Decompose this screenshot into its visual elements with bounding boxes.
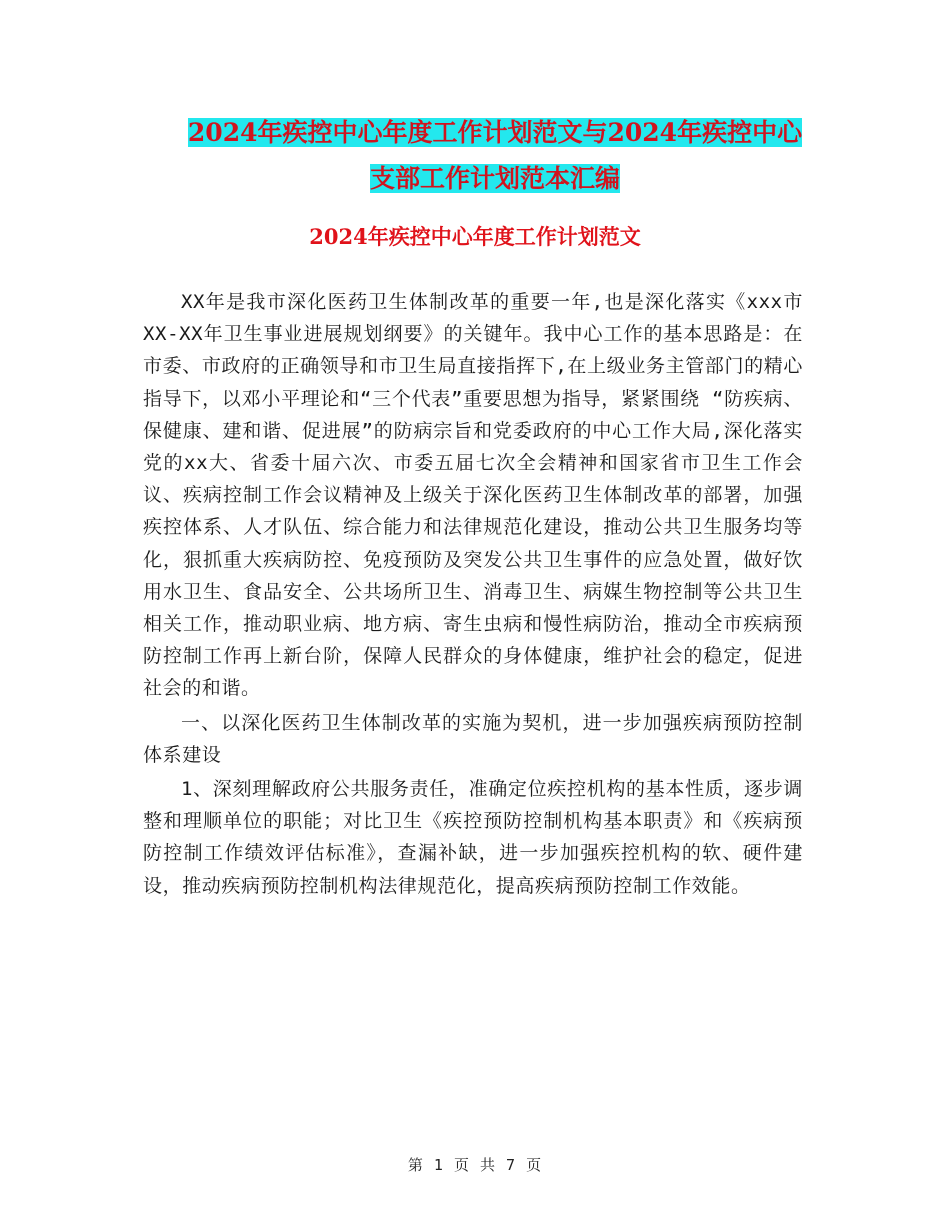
section-title: 2024年疾控中心年度工作计划范文 [309,224,641,249]
document-title [140,110,850,202]
document-title-line-1: 2024年疾控中心年度工作计划范文与2024年疾控中心 [187,118,803,147]
document-title-line-2: 支部工作计划范本汇编 [369,164,620,193]
paragraph-heading-1: 一、以深化医药卫生体制改革的实施为契机，进一步加强疾病预防控制体系建设 [143,711,803,766]
paragraph-item-1: 1、深刻理解政府公共服务责任，准确定位疾控机构的基本性质，逐步调整和理顺单位的职能；对比卫生《疾控预防控制机构基本职责》和《疾病预防控制工作绩效评估标准》，查漏补缺，进一步加强疾控机构的软、硬件建设，推动疾病预防控制机构法律规范化，提高疾病预防控制工作效能。 [143,778,803,897]
page-footer: 第 1 页 共 7 页 [407,1156,543,1174]
paragraph-intro: XX年是我市深化医药卫生体制改革的重要一年,也是深化落实《xxx市XX-XX年卫生事业进展规划纲要》的关键年。我中心工作的基本思路是：在市委、市政府的正确领导和市卫生局直接指挥下,在上级业务主管部门的精心指导下，以邓小平理论和“三个代表”重要思想为指导，紧紧围绕 “防疾病、保健康、建和谐、促进展”的防病宗旨和党委政府的中心工作大局,深化落实党的xx大、省委十届六次、市委五届七次全会精神和国家省市卫生工作会议、疾病控制工作会议精神及上级关于深化医药卫生体制改革的部署，加强疾控体系、人才队伍、综合能力和法律规范化建设，推动公共卫生服务均等化，狠抓重大疾病防控、免疫预防及突发公共卫生事件的应急处置，做好饮用水卫生、食品安全、公共场所卫生、消毒卫生、病媒生物控制等公共卫生相关工作，推动职业病、地方病、寄生虫病和慢性病防治，推动全市疾病预防控制工作再上新台阶，保障人民群众的身体健康，维护社会的稳定，促进社会的和谐。 [143,291,803,700]
document-body [143,286,803,902]
